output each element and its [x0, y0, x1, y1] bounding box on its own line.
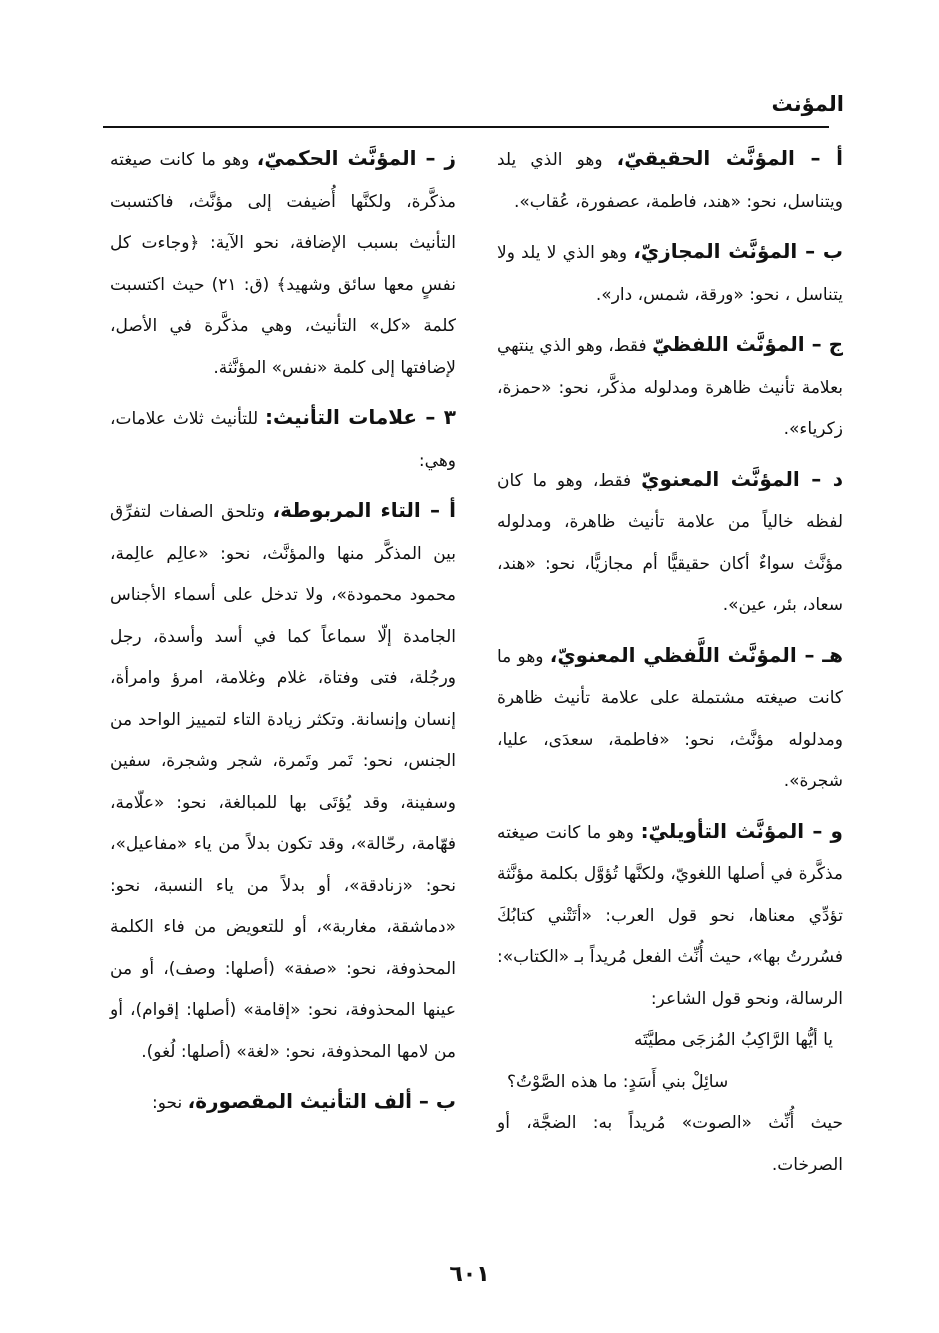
entry-figurative-feminine — [497, 231, 843, 316]
left-column — [110, 138, 456, 1133]
entry-text: وهو ما كانت صيغته مشتملة على علامة تأنيث ظاهرة ومدلوله مؤنَّث، نحو: «فاطمة، سعدَى، عليا، شجرة». — [497, 646, 843, 791]
poem-line-1: يا أيُّها الرَّاكِبُ المُزجَى مطيَّتَه — [633, 1030, 833, 1050]
entry-ta-marbuta — [110, 490, 456, 1073]
entry-alif-maqsura — [110, 1081, 456, 1125]
entry-verbal-semantic-feminine — [497, 635, 843, 803]
entry-text: فقط، وهو ما كان لفظه خالياً من علامة تأنيث ظاهرة، ومدلوله مؤنَّث سواءٌ أكان حقيقيًّا أم مجازيًّا، نحو: «هند، سعاد، بئر، عين». — [497, 470, 843, 615]
entry-text: نحو: — [152, 1093, 188, 1113]
right-column — [497, 138, 843, 1194]
entry-text: وهو الذي يلد ويتناسل، نحو: «هند، فاطمة، عصفورة، عُقاب». — [497, 150, 843, 212]
entry-verbal-feminine — [497, 324, 843, 451]
entry-label: و – المؤنَّث التأويليّ: — [640, 818, 843, 843]
running-title: المؤنث — [771, 92, 844, 116]
entry-text: فقط، وهو الذي ينتهي بعلامة تأنيث ظاهرة ومدلوله مذكَّر، نحو: «حمزة، زكرياء». — [497, 336, 843, 439]
page-number: ٦٠١ — [449, 1262, 490, 1287]
entry-label: هـ – المؤنَّث اللَّفظي المعنويّ، — [549, 642, 843, 667]
section-text: للتأنيث ثلاث علامات، وهي: — [110, 409, 456, 471]
entry-semantic-feminine — [497, 459, 843, 627]
entry-label: د – المؤنَّث المعنويّ — [641, 466, 844, 491]
entry-legal-feminine — [110, 138, 456, 389]
entry-label: أ – المؤنَّث الحقيقيّ، — [616, 146, 843, 170]
entry-real-feminine — [497, 138, 843, 223]
entry-label: ج – المؤنَّث اللفظيّ — [652, 332, 843, 356]
section-feminine-markers — [110, 397, 456, 482]
entry-text: وهو ما كانت صيغته مذكَّرة، ولكنَّها أُضيفت إلى مؤنَّث، فاكتسبت التأنيث بسبب الإضافة، نحو الآية: ﴿وجاءت كل نفسٍ معها سائق وشهيد﴾ (ق: ٢١) حيث اكتسبت كلمة «كل» التأنيث، وهي مذكَّرة في الأصل، لإضافتها إلى كلمة «نفس» المؤنَّثة. — [110, 150, 456, 378]
entry-label: ب – المؤنَّث المجازيّ، — [633, 239, 843, 263]
poem-commentary: حيث أُنِّث «الصوت» مُريداً به: الضجَّة، أو الصرخات. — [497, 1113, 843, 1175]
entry-text: وتلحق الصفات لتفرِّق بين المذكَّر منها والمؤنَّث، نحو: «عالِم عالِمة، محمود محمودة»، ولا تدخل على أسماء الأجناس الجامدة إلّا سماعاً كما في أسد وأسدة، رجل ورجُلة، فتى وفتاة، غلام وغلامة، امرؤ وامرأة، إنسان وإنسانة. وتكثر زيادة التاء لتمييز الواحد من الجنس، نحو: تَمر وتَمرة، شجر وشجرة، سفين وسفينة، وقد يُؤتَى بها للمبالغة، نحو: «علّامة، فهّامة، رحّالة»، وقد تكون بدلاً من ياء «مفاعيل»، نحو: «زنادقة»، أو بدلاً من ياء النسبة، نحو: «دماشقة، مغاربة»، أو للتعويض من فاء الكلمة المحذوفة، نحو: «صفة» (أصلها: وصف)، أو من عينها المحذوفة، نحو: «إقامة» (أصلها: إقوام)، أو من لامها المحذوفة، نحو: «لغة» (أصلها: لُغو). — [110, 502, 456, 1062]
entry-text: وهو الذي لا يلد ولا يتناسل ، نحو: «ورقة، شمس، دار». — [497, 243, 843, 305]
section-heading: ٣ – علامات التأنيث: — [265, 405, 456, 429]
header-rule — [103, 126, 829, 128]
entry-label: ب – ألف التأنيث المقصورة، — [187, 1089, 456, 1113]
entry-label: ز – المؤنَّث الحكميّ، — [256, 146, 456, 170]
entry-text: وهو ما كانت صيغته مذكَّرة في أصلها اللغويّ، ولكنَّها تُؤوَّل بكلمة مؤنَّثة تؤدِّي معناها، نحو قول العرب: «أتَتْني كتابُكَ فسُررتُ بها»، حيث أُنِّث الفعل مُريداً بـ «الكتاب»: الرسالة، ونحو قول الشاعر: — [497, 822, 843, 1009]
entry-label: أ – التاء المربوطة، — [272, 498, 456, 522]
poem-line-2: سائِلْ بني أَسَدٍ: ما هذه الصَّوْتُ؟ — [507, 1071, 729, 1092]
entry-interpretive-feminine — [497, 811, 843, 1021]
